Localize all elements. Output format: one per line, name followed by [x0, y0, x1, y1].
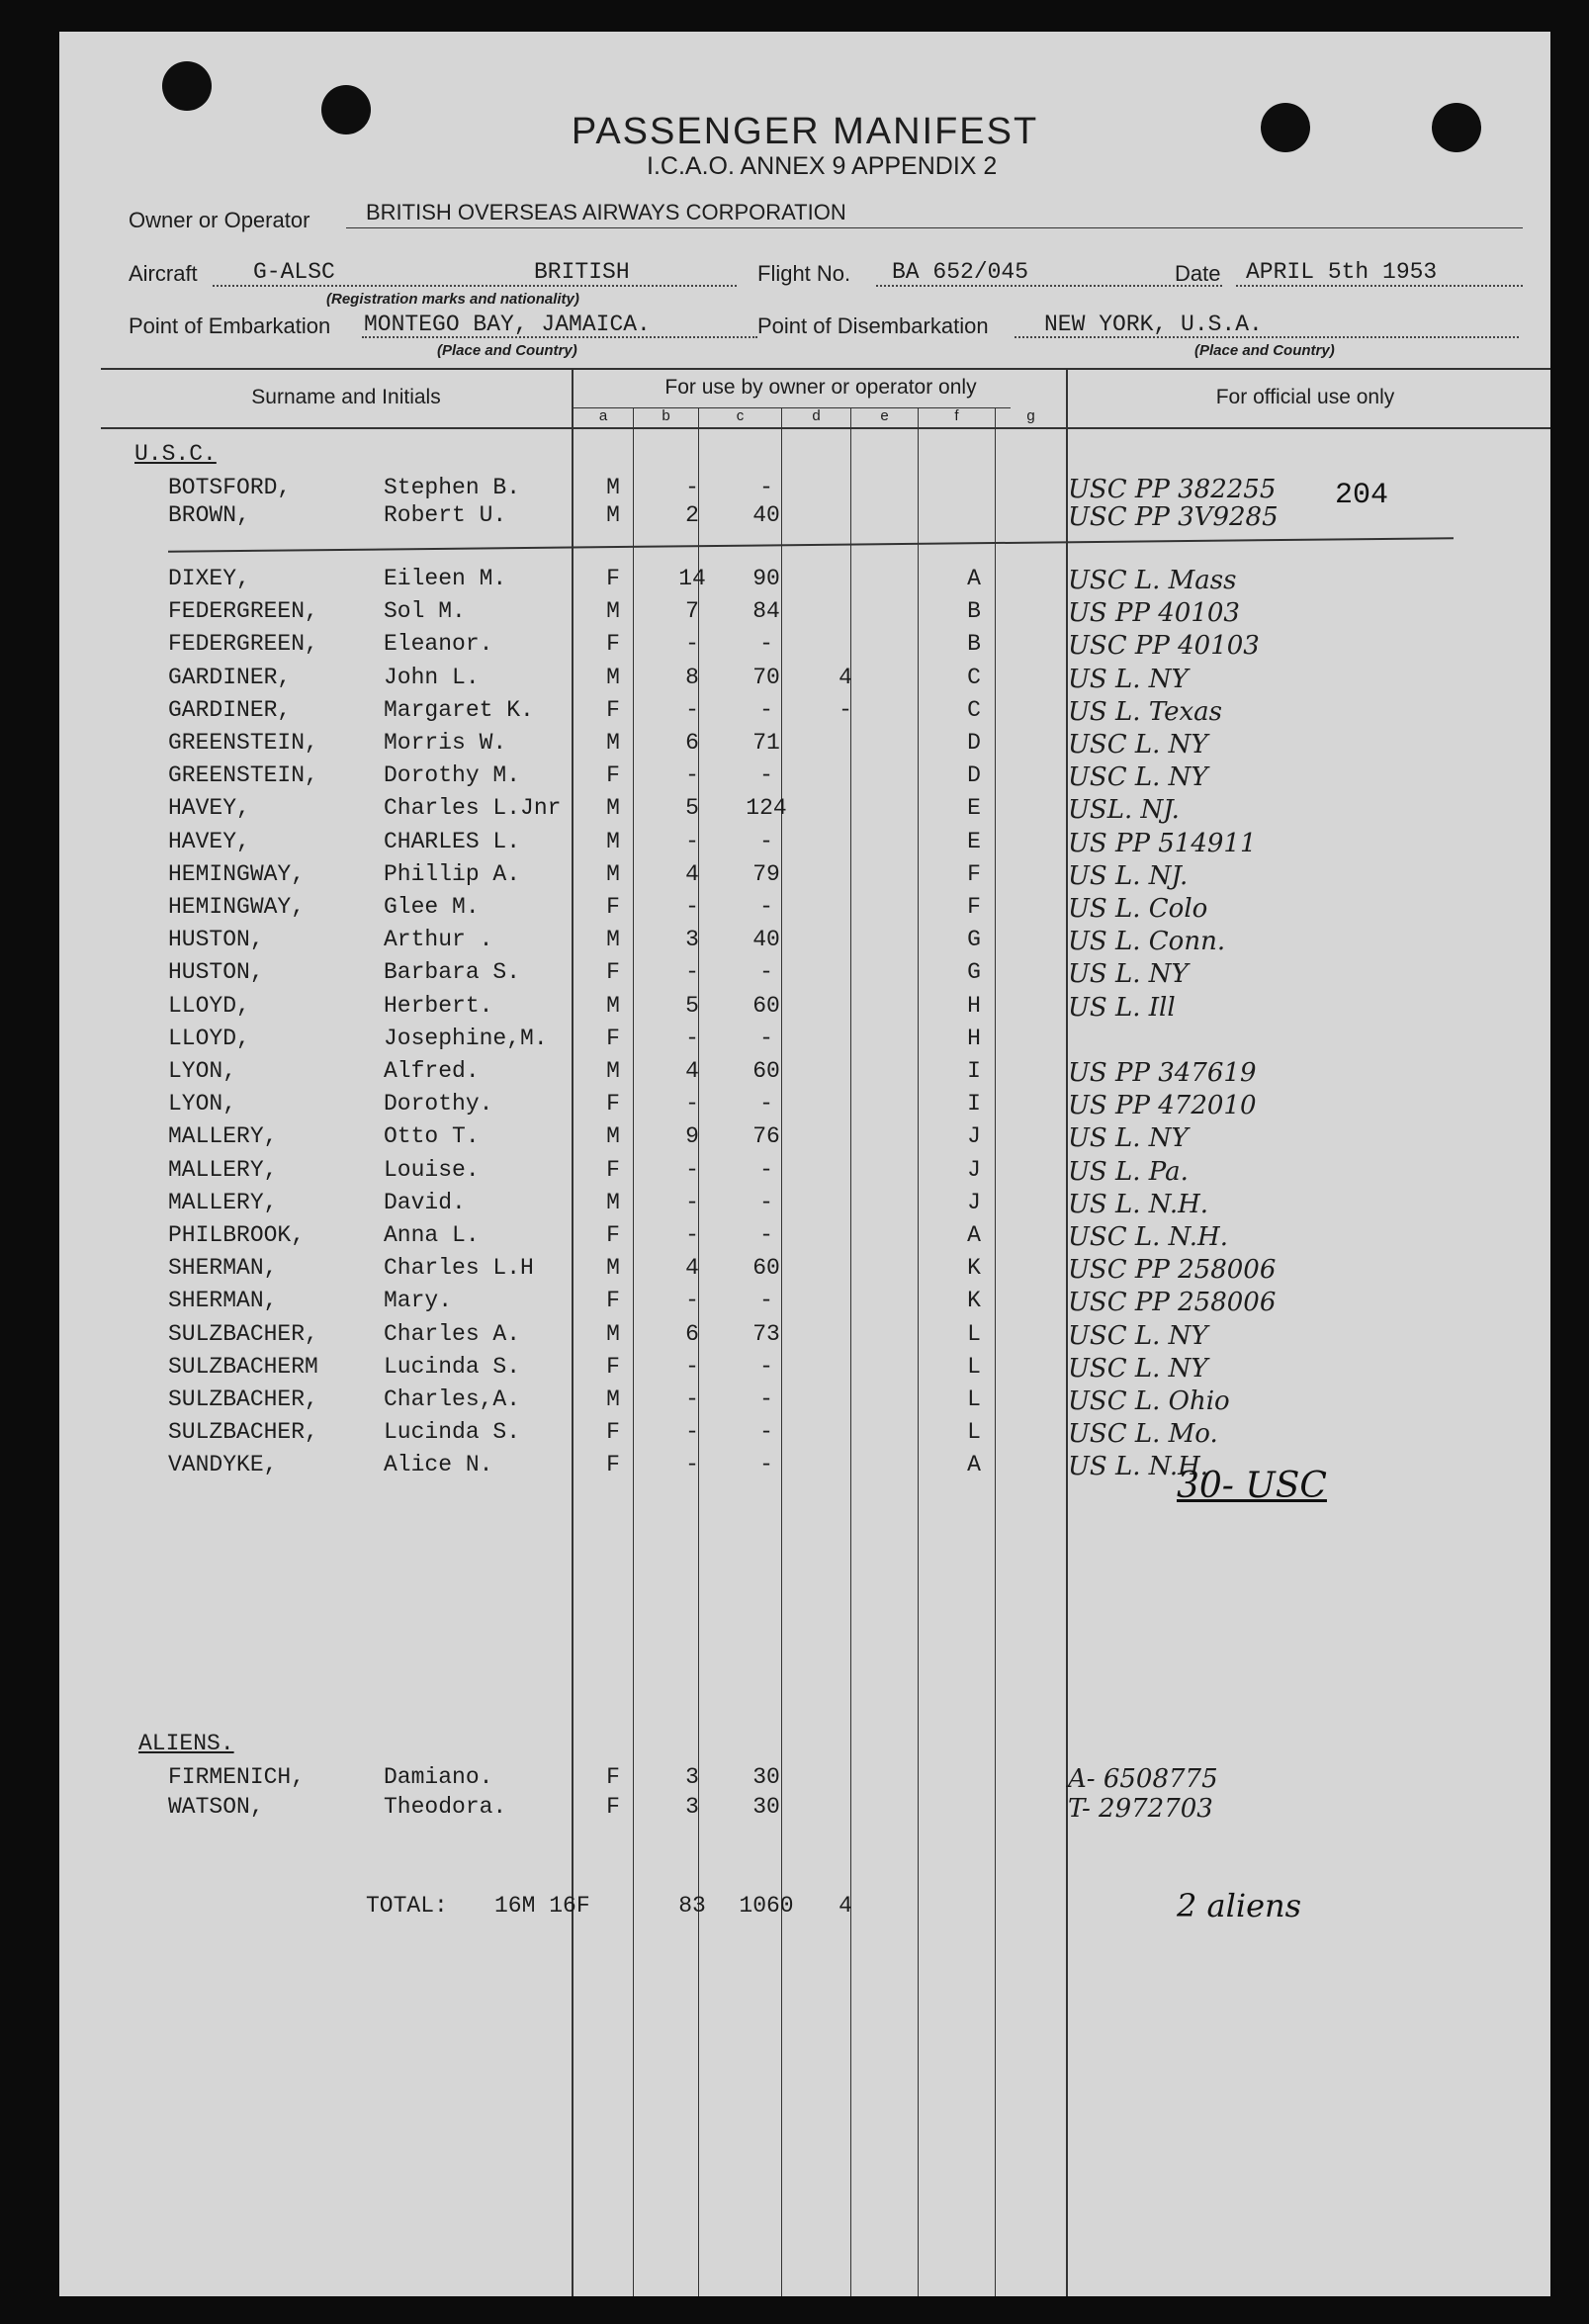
col-c-cell: 90: [752, 566, 780, 591]
sex-cell: M: [606, 664, 620, 690]
initials-cell: Phillip A.: [384, 860, 521, 887]
official-note-cell: US L. Conn.: [1068, 927, 1226, 957]
initials-cell: David.: [384, 1189, 466, 1215]
initials-cell: Glee M.: [384, 894, 480, 920]
disembark-label: Point of Disembarkation: [757, 313, 989, 338]
col-f-cell: J: [967, 1156, 981, 1183]
surname-cell: BROWN,: [168, 502, 250, 528]
col-b-cell: 9: [685, 1123, 699, 1150]
initials-cell: Mary.: [384, 1288, 453, 1314]
col-f-cell: A: [967, 566, 981, 591]
punch-hole-right: [1261, 103, 1310, 152]
col-c-cell: -: [759, 1419, 773, 1446]
sex-cell: F: [606, 631, 620, 658]
owner-label: Owner or Operator: [129, 208, 310, 232]
surname-cell: GARDINER,: [168, 696, 292, 723]
col-b-cell: -: [685, 1222, 699, 1248]
col-b-cell: 3: [685, 1764, 699, 1790]
initials-cell: Lucinda S.: [384, 1353, 521, 1380]
table-row: [59, 927, 1550, 958]
col-f-cell: F: [967, 860, 981, 887]
col-b-cell: 5: [685, 795, 699, 822]
table-row: [59, 697, 1550, 729]
table-row: [59, 1354, 1550, 1385]
col-b-cell: -: [685, 1189, 699, 1215]
sex-cell: M: [606, 1320, 620, 1347]
col-c-cell: 40: [752, 927, 780, 953]
initials-cell: Charles,A.: [384, 1386, 521, 1412]
sex-cell: F: [606, 1025, 620, 1051]
surname-cell: FEDERGREEN,: [168, 598, 318, 625]
surname-cell: SULZBACHER,: [168, 1320, 318, 1347]
table-row: [59, 1157, 1550, 1189]
official-note-cell: USC L. Ohio: [1068, 1386, 1230, 1416]
col-c-cell: -: [759, 1386, 773, 1412]
sex-cell: M: [606, 1123, 620, 1150]
sex-cell: F: [606, 566, 620, 591]
col-f-cell: E: [967, 795, 981, 822]
table-row: [59, 1288, 1550, 1319]
col-b-cell: 4: [685, 1058, 699, 1084]
col-f-cell: I: [967, 1058, 981, 1084]
initials-cell: Josephine,M.: [384, 1025, 548, 1051]
surname-cell: LLOYD,: [168, 1025, 250, 1051]
total-label: TOTAL:: [366, 1893, 448, 1919]
initials-cell: Eleanor.: [384, 631, 493, 658]
col-c-cell: -: [759, 1222, 773, 1248]
table-row: [59, 665, 1550, 696]
aircraft-label: Aircraft: [129, 261, 198, 286]
surname-cell: HEMINGWAY,: [168, 860, 306, 887]
sex-cell: M: [606, 598, 620, 625]
col-b-cell: 4: [685, 1255, 699, 1282]
col-c-cell: -: [759, 1091, 773, 1117]
total-c: 1060: [739, 1893, 794, 1919]
sex-cell: M: [606, 730, 620, 756]
sex-cell: M: [606, 860, 620, 887]
table-row: [59, 502, 1550, 534]
flight-label: Flight No.: [757, 261, 851, 286]
col-b-cell: 4: [685, 860, 699, 887]
table-row: [59, 1222, 1550, 1254]
surname-cell: HAVEY,: [168, 828, 250, 854]
table-row: [59, 762, 1550, 794]
initials-cell: Otto T.: [384, 1123, 480, 1150]
total-b: 83: [678, 1893, 706, 1919]
surname-cell: SHERMAN,: [168, 1288, 278, 1314]
sex-cell: F: [606, 1794, 620, 1820]
page-subtitle: I.C.A.O. ANNEX 9 APPENDIX 2: [647, 152, 998, 180]
usc-total-note: 30- USC: [1177, 1466, 1327, 1506]
col-c-cell: -: [759, 894, 773, 920]
col-b-cell: -: [685, 1452, 699, 1478]
sex-cell: M: [606, 927, 620, 953]
official-note-cell: US PP 40103: [1068, 598, 1240, 629]
col-c-cell: 30: [752, 1794, 780, 1820]
section-usc: U.S.C.: [134, 441, 217, 467]
sex-cell: M: [606, 1058, 620, 1084]
col-f-cell: B: [967, 631, 981, 658]
col-b-cell: -: [685, 894, 699, 920]
initials-cell: Robert U.: [384, 502, 507, 528]
col-b-cell: 8: [685, 664, 699, 690]
initials-cell: Dorothy M.: [384, 762, 521, 789]
sex-cell: M: [606, 475, 620, 500]
official-note-cell: USC L. NY: [1068, 730, 1208, 760]
aircraft-reg: G-ALSC: [253, 259, 335, 285]
official-note-cell: USC PP 258006: [1068, 1288, 1277, 1318]
official-note-cell: US L. N.H.: [1068, 1452, 1209, 1482]
sub-g: g: [1026, 407, 1035, 424]
official-note-cell: USL. NJ.: [1068, 795, 1180, 826]
col-b-cell: -: [685, 1025, 699, 1051]
col-b-cell: -: [685, 762, 699, 789]
section-aliens: ALIENS.: [138, 1731, 234, 1756]
initials-cell: Barbara S.: [384, 959, 521, 986]
col-f-cell: L: [967, 1386, 981, 1412]
col-b-cell: 3: [685, 927, 699, 953]
initials-cell: Arthur .: [384, 927, 493, 953]
official-note-cell: USC PP 3V9285: [1068, 502, 1279, 532]
col-f-cell: L: [967, 1419, 981, 1446]
table-row: [59, 598, 1550, 630]
surname-cell: SULZBACHER,: [168, 1386, 318, 1412]
sub-f: f: [954, 407, 959, 424]
official-note-cell: USC L. NY: [1068, 1320, 1208, 1351]
table-row: [59, 1058, 1550, 1090]
table-row: [59, 631, 1550, 663]
surname-cell: LYON,: [168, 1058, 237, 1084]
surname-cell: FEDERGREEN,: [168, 631, 318, 658]
col-f-cell: C: [967, 664, 981, 690]
official-note-cell: US PP 347619: [1068, 1058, 1257, 1088]
col-c-cell: 40: [752, 502, 780, 528]
col-b-cell: -: [685, 1156, 699, 1183]
initials-cell: Eileen M.: [384, 566, 507, 591]
col-c-cell: 76: [752, 1123, 780, 1150]
col-c-cell: -: [759, 1189, 773, 1215]
flight-value: BA 652/045: [892, 259, 1029, 285]
sex-cell: M: [606, 1189, 620, 1215]
sex-cell: F: [606, 1156, 620, 1183]
totals-row: [59, 1893, 1550, 1924]
initials-cell: Charles L.H: [384, 1255, 534, 1282]
col-c-cell: -: [759, 696, 773, 723]
initials-cell: Theodora.: [384, 1794, 507, 1820]
col-b-cell: -: [685, 1386, 699, 1412]
initials-cell: Herbert.: [384, 992, 493, 1019]
table-row: [59, 1764, 1550, 1796]
col-c-cell: -: [759, 1353, 773, 1380]
table-row: [59, 1123, 1550, 1155]
initials-cell: Dorothy.: [384, 1091, 493, 1117]
col-b-cell: 3: [685, 1794, 699, 1820]
official-note-cell: USC PP 382255: [1068, 475, 1277, 504]
table-row: [59, 1386, 1550, 1418]
col-f-cell: D: [967, 730, 981, 756]
surname-cell: HEMINGWAY,: [168, 894, 306, 920]
initials-cell: John L.: [384, 664, 480, 690]
sex-cell: F: [606, 959, 620, 986]
official-note-cell: US L. NY: [1068, 959, 1189, 990]
initials-cell: Sol M.: [384, 598, 466, 625]
sex-cell: M: [606, 502, 620, 528]
owner-value: BRITISH OVERSEAS AIRWAYS CORPORATION: [366, 200, 846, 224]
col-b-cell: 5: [685, 992, 699, 1019]
surname-cell: GARDINER,: [168, 664, 292, 690]
table-row: [59, 1255, 1550, 1287]
col-b-cell: -: [685, 1288, 699, 1314]
official-note-cell: T- 2972703: [1068, 1794, 1213, 1824]
col-c-cell: 79: [752, 860, 780, 887]
col-f-cell: C: [967, 696, 981, 723]
official-note-cell: USC PP 258006: [1068, 1255, 1277, 1286]
surname-cell: HUSTON,: [168, 927, 264, 953]
sex-cell: F: [606, 762, 620, 789]
sub-b: b: [662, 407, 670, 424]
official-note-cell: US L. NJ.: [1068, 860, 1189, 891]
sex-cell: M: [606, 828, 620, 854]
col-b-cell: -: [685, 475, 699, 500]
col-c-cell: -: [759, 828, 773, 854]
initials-cell: Stephen B.: [384, 475, 521, 500]
col-f-cell: A: [967, 1452, 981, 1478]
initials-cell: CHARLES L.: [384, 828, 521, 854]
table-row: [59, 1419, 1550, 1451]
official-note-cell: A- 6508775: [1068, 1764, 1218, 1794]
col-c-cell: 84: [752, 598, 780, 625]
date-value: APRIL 5th 1953: [1246, 259, 1438, 285]
official-note-cell: US L. Texas: [1068, 696, 1222, 727]
table-row: [59, 861, 1550, 893]
initials-cell: Anna L.: [384, 1222, 480, 1248]
surname-cell: WATSON,: [168, 1794, 264, 1820]
col-c-cell: -: [759, 631, 773, 658]
sex-cell: F: [606, 1764, 620, 1790]
surname-cell: SHERMAN,: [168, 1255, 278, 1282]
col-c-cell: -: [759, 762, 773, 789]
initials-cell: Damiano.: [384, 1764, 493, 1790]
page-title: PASSENGER MANIFEST: [571, 111, 1039, 152]
sex-cell: F: [606, 1419, 620, 1446]
col-b-cell: 14: [678, 566, 706, 591]
surname-cell: MALLERY,: [168, 1156, 278, 1183]
surname-cell: GREENSTEIN,: [168, 730, 318, 756]
punch-hole-right-2: [1432, 103, 1481, 152]
col-operator: For use by owner or operator only: [664, 376, 977, 399]
table-row: [59, 894, 1550, 926]
sex-cell: M: [606, 992, 620, 1019]
table-row: [59, 730, 1550, 761]
embark-note: (Place and Country): [437, 342, 577, 359]
surname-cell: PHILBROOK,: [168, 1222, 306, 1248]
col-f-cell: L: [967, 1320, 981, 1347]
sex-cell: F: [606, 1222, 620, 1248]
col-d-cell: -: [839, 696, 852, 723]
table-row: [59, 1026, 1550, 1057]
col-c-cell: 60: [752, 992, 780, 1019]
col-c-cell: 70: [752, 664, 780, 690]
surname-cell: MALLERY,: [168, 1123, 278, 1150]
disembark-note: (Place and Country): [1194, 342, 1335, 359]
aircraft-note: (Registration marks and nationality): [326, 291, 579, 308]
col-f-cell: H: [967, 992, 981, 1019]
disembark-value: NEW YORK, U.S.A.: [1044, 312, 1263, 337]
sex-cell: F: [606, 1452, 620, 1478]
col-f-cell: J: [967, 1123, 981, 1150]
official-note-cell: US L. NY: [1068, 664, 1189, 694]
initials-cell: Margaret K.: [384, 696, 534, 723]
table-row: [59, 993, 1550, 1025]
official-note-cell: USC L. N.H.: [1068, 1222, 1228, 1252]
official-note-cell: US L. Colo: [1068, 894, 1208, 924]
col-c-cell: 73: [752, 1320, 780, 1347]
sex-cell: F: [606, 1288, 620, 1314]
initials-cell: Lucinda S.: [384, 1419, 521, 1446]
official-note-cell: US L. NY: [1068, 1123, 1189, 1154]
surname-cell: FIRMENICH,: [168, 1764, 306, 1790]
col-c-cell: -: [759, 475, 773, 500]
col-b-cell: -: [685, 1091, 699, 1117]
col-b-cell: -: [685, 828, 699, 854]
col-b-cell: -: [685, 1419, 699, 1446]
col-c-cell: -: [759, 1288, 773, 1314]
surname-cell: BOTSFORD,: [168, 475, 292, 500]
punch-hole-left: [162, 61, 212, 111]
embark-label: Point of Embarkation: [129, 313, 331, 338]
surname-cell: VANDYKE,: [168, 1452, 278, 1478]
col-c-cell: -: [759, 959, 773, 986]
col-c-cell: 60: [752, 1255, 780, 1282]
col-b-cell: -: [685, 696, 699, 723]
table-row: [59, 959, 1550, 991]
surname-cell: HAVEY,: [168, 795, 250, 822]
total-counts: 16M 16F: [494, 1893, 590, 1919]
table-row: [59, 566, 1550, 597]
col-c-cell: 30: [752, 1764, 780, 1790]
official-note-cell: USC L. Mass: [1068, 566, 1237, 595]
col-f-cell: K: [967, 1288, 981, 1314]
sub-e: e: [880, 407, 889, 424]
col-f-cell: J: [967, 1189, 981, 1215]
col-c-cell: 60: [752, 1058, 780, 1084]
surname-cell: SULZBACHERM: [168, 1353, 318, 1380]
sex-cell: F: [606, 696, 620, 723]
embark-value: MONTEGO BAY, JAMAICA.: [364, 312, 651, 337]
surname-cell: SULZBACHER,: [168, 1419, 318, 1446]
col-b-cell: -: [685, 631, 699, 658]
col-b-cell: 6: [685, 1320, 699, 1347]
surname-cell: GREENSTEIN,: [168, 762, 318, 789]
col-f-cell: A: [967, 1222, 981, 1248]
table-row: [59, 795, 1550, 827]
initials-cell: Charles L.Jnr: [384, 795, 562, 822]
official-note-cell: USC L. Mo.: [1068, 1419, 1218, 1450]
sex-cell: M: [606, 1255, 620, 1282]
col-c-cell: -: [759, 1452, 773, 1478]
initials-cell: Charles A.: [384, 1320, 521, 1347]
col-b-cell: 6: [685, 730, 699, 756]
col-f-cell: E: [967, 828, 981, 854]
table-row: [59, 1321, 1550, 1353]
col-b-cell: 7: [685, 598, 699, 625]
punch-hole-left-2: [321, 85, 371, 134]
sex-cell: M: [606, 795, 620, 822]
col-f-cell: L: [967, 1353, 981, 1380]
sub-a: a: [598, 407, 608, 424]
sex-cell: M: [606, 1386, 620, 1412]
col-c-cell: 71: [752, 730, 780, 756]
col-f-cell: G: [967, 959, 981, 986]
official-note-cell: US L. N.H.: [1068, 1189, 1209, 1219]
sex-cell: F: [606, 1353, 620, 1380]
official-note-cell: USC PP 40103: [1068, 631, 1260, 662]
col-f-cell: I: [967, 1091, 981, 1117]
official-note-cell: US PP 472010: [1068, 1091, 1257, 1121]
surname-cell: DIXEY,: [168, 566, 250, 591]
manifest-sheet: [59, 32, 1550, 2296]
col-surname: Surname and Initials: [251, 386, 441, 408]
official-note-cell: US L. Pa.: [1068, 1156, 1189, 1187]
col-f-cell: F: [967, 894, 981, 920]
col-d-cell: 4: [839, 664, 852, 690]
table-row: [59, 1091, 1550, 1122]
col-official: For official use only: [1215, 386, 1395, 408]
surname-cell: HUSTON,: [168, 959, 264, 986]
total-official-note: 2 aliens: [1177, 1887, 1302, 1924]
sex-cell: F: [606, 894, 620, 920]
table-row: [59, 1794, 1550, 1826]
official-note-cell: USC L. NY: [1068, 1353, 1208, 1384]
table-row: [59, 1190, 1550, 1221]
initials-cell: Morris W.: [384, 730, 507, 756]
col-c-cell: -: [759, 1156, 773, 1183]
surname-cell: LYON,: [168, 1091, 237, 1117]
sub-c: c: [736, 407, 745, 424]
col-f-cell: D: [967, 762, 981, 789]
initials-cell: Alice N.: [384, 1452, 493, 1478]
col-f-cell: H: [967, 1025, 981, 1051]
col-c-cell: -: [759, 1025, 773, 1051]
official-note-cell: US PP 514911: [1068, 828, 1257, 858]
col-b-cell: 2: [685, 502, 699, 528]
total-d: 4: [839, 1893, 852, 1919]
initials-cell: Louise.: [384, 1156, 480, 1183]
page-number: 204: [1335, 479, 1389, 512]
col-c-cell: 124: [746, 795, 787, 822]
aircraft-nationality: BRITISH: [534, 259, 630, 285]
col-f-cell: B: [967, 598, 981, 625]
col-b-cell: -: [685, 1353, 699, 1380]
initials-cell: Alfred.: [384, 1058, 480, 1084]
col-b-cell: -: [685, 959, 699, 986]
sub-d: d: [812, 407, 821, 424]
sex-cell: F: [606, 1091, 620, 1117]
official-note-cell: US L. Ill: [1068, 992, 1176, 1023]
date-label: Date: [1175, 261, 1221, 286]
surname-cell: MALLERY,: [168, 1189, 278, 1215]
col-f-cell: G: [967, 927, 981, 953]
surname-cell: LLOYD,: [168, 992, 250, 1019]
col-f-cell: K: [967, 1255, 981, 1282]
official-note-cell: USC L. NY: [1068, 762, 1208, 793]
table-row: [59, 829, 1550, 860]
